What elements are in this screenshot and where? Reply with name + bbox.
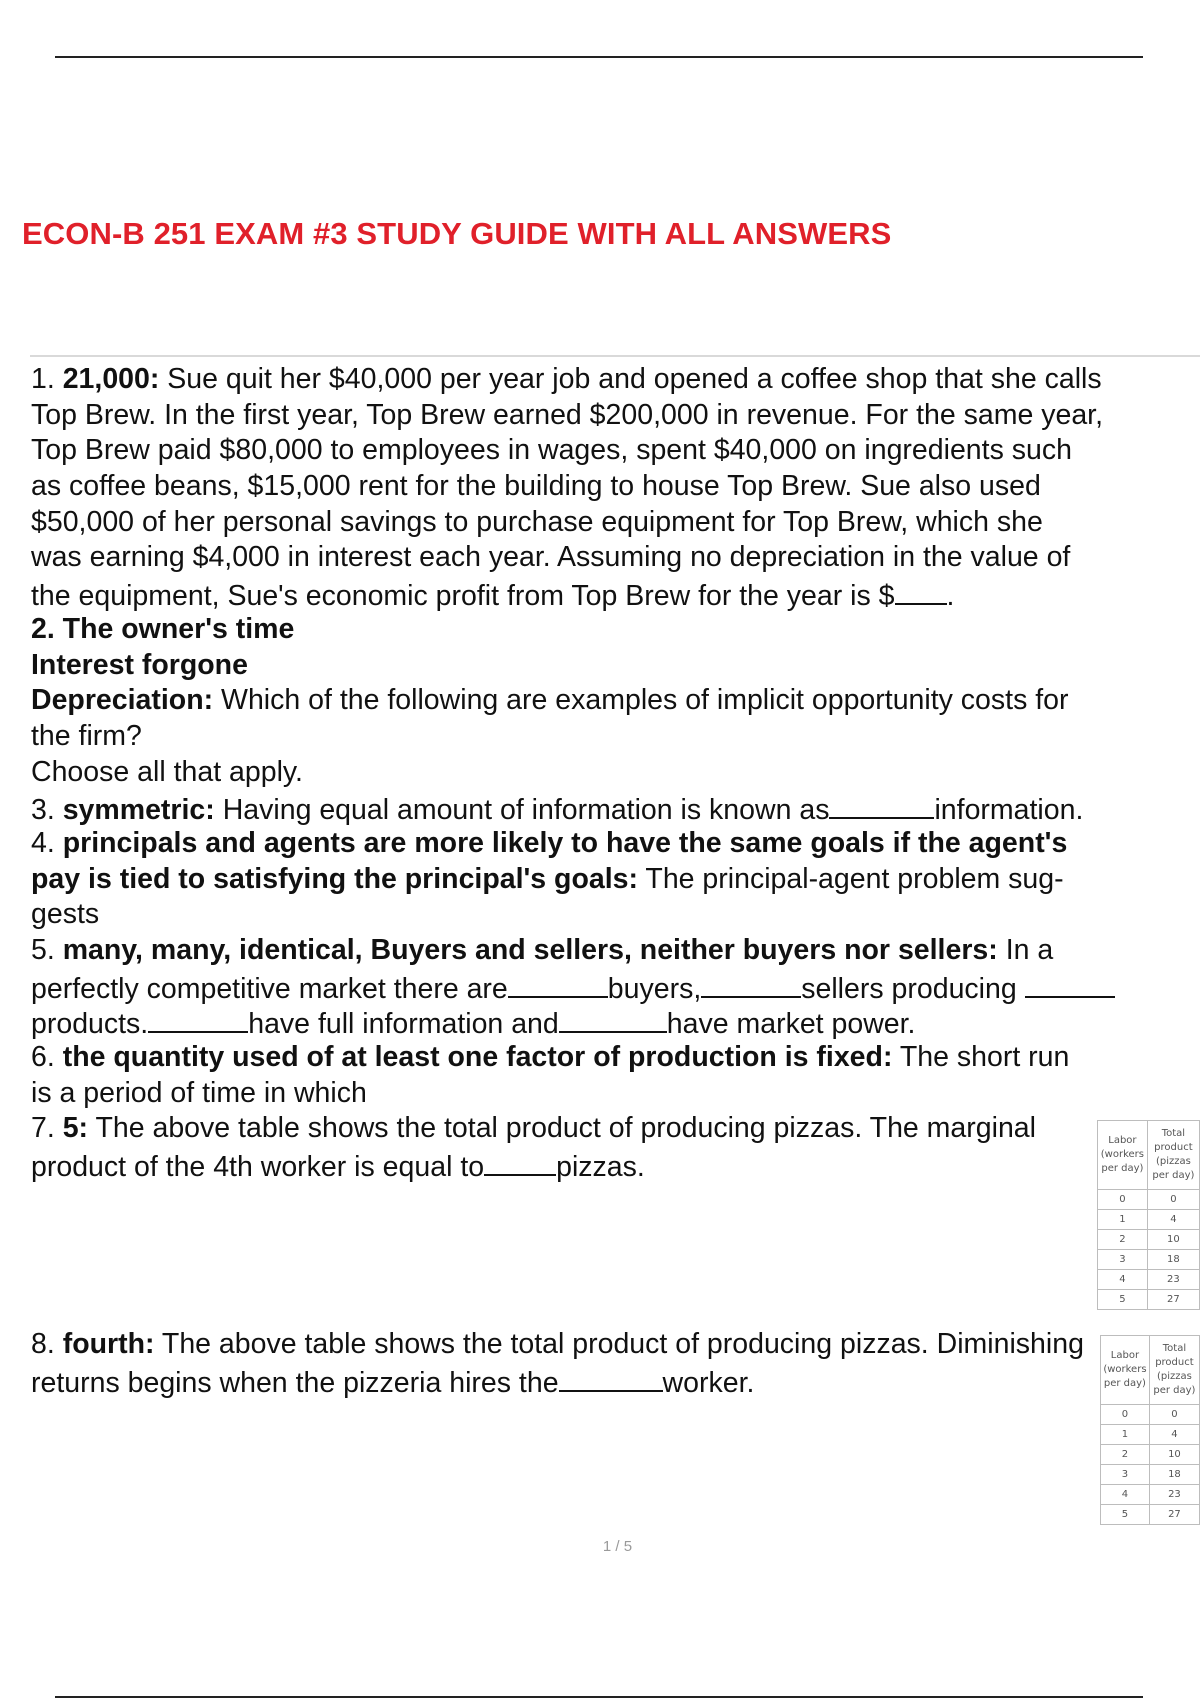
header-text: product: [1154, 1142, 1193, 1153]
answer: the quantity used of at least one factor of production is fixed:: [62, 1041, 893, 1074]
question-2: [31, 612, 1200, 790]
pizza-production-table: [1100, 1335, 1200, 1525]
question-text: have full information and: [248, 1008, 559, 1041]
question-text: The short run: [899, 1041, 1070, 1074]
table-cell: 2: [1098, 1230, 1148, 1250]
question-3: [31, 790, 1200, 826]
header-text: (pizzas: [1155, 1156, 1191, 1167]
question-text: was earning $4,000 in interest each year. Assuming no depreciation in the value of: [31, 541, 1071, 574]
table-cell: 4: [1101, 1485, 1150, 1505]
table-cell: 18: [1149, 1465, 1199, 1485]
question-text: Which of the following are examples of implicit opportunity costs for: [221, 684, 1069, 717]
question-text: Top Brew. In the first year, Top Brew earned $200,000 in revenue. For the same year,: [31, 398, 1104, 431]
page-number: 1 / 5: [602, 1538, 633, 1555]
question-text: buyers,: [607, 972, 702, 1005]
question-number: 7.: [31, 1112, 55, 1145]
question-text: information.: [934, 794, 1084, 827]
table-cell: 27: [1147, 1290, 1199, 1310]
answer-blank: [1025, 969, 1115, 998]
title-separator: [30, 355, 1200, 357]
question-number: 8.: [31, 1327, 55, 1360]
answer: many, many, identical, Buyers and sellers, neither buyers nor sellers:: [62, 934, 998, 966]
question-text: The above table shows the total product of producing pizzas. The marginal: [95, 1112, 1036, 1145]
question-6: [31, 1040, 1200, 1111]
question-number: 4.: [31, 826, 55, 859]
answer: fourth:: [62, 1327, 155, 1360]
table-cell: 4: [1147, 1210, 1199, 1230]
answer-blank: [895, 576, 947, 605]
question-text: Sue quit her $40,000 per year job and opened a coffee shop that she calls: [167, 363, 1102, 395]
question-number: 3.: [31, 794, 55, 827]
answer-blank: [701, 969, 801, 998]
document-title: ECON-B 251 EXAM #3 STUDY GUIDE WITH ALL ANSWERS: [22, 216, 892, 251]
header-text: (workers: [1103, 1364, 1147, 1375]
table-row: [1098, 1270, 1200, 1290]
table-row: [1101, 1485, 1200, 1505]
header-text: Total: [1161, 1128, 1186, 1139]
question-5: [31, 933, 1200, 1040]
header-text: (workers: [1100, 1149, 1144, 1160]
table-cell: 4: [1098, 1270, 1148, 1290]
header-text: per day): [1103, 1378, 1146, 1389]
table-cell: 5: [1101, 1505, 1150, 1525]
answer: 2. The owner's time: [31, 612, 295, 645]
table-cell: 27: [1149, 1505, 1199, 1525]
question-number: 1.: [31, 363, 55, 395]
table-row: [1098, 1290, 1200, 1310]
header-text: (pizzas: [1156, 1371, 1192, 1382]
question-4: [31, 826, 1200, 933]
question-1: [31, 362, 1200, 612]
answer-blank: [559, 1363, 663, 1392]
table-row: [1101, 1465, 1200, 1485]
table-cell: 10: [1147, 1230, 1199, 1250]
answer: Interest forgone: [31, 648, 248, 681]
table-header-total-product: [1147, 1121, 1199, 1190]
table-row: [1101, 1505, 1200, 1525]
header-rule: [55, 56, 1143, 58]
question-text: returns begins when the pizzeria hires the: [31, 1366, 559, 1399]
answer: symmetric:: [62, 794, 215, 827]
question-text: sellers producing: [801, 972, 1017, 1005]
pizza-production-table: [1097, 1120, 1200, 1310]
question-text: Top Brew paid $80,000 to employees in wages, spent $40,000 on ingredients such: [31, 434, 1072, 467]
question-text: have market power.: [666, 1008, 916, 1041]
question-number: 5.: [31, 934, 55, 966]
question-number: 6.: [31, 1041, 55, 1074]
question-text: the equipment, Sue's economic profit from Top Brew for the year is $: [31, 580, 895, 613]
table-cell: 23: [1147, 1270, 1199, 1290]
table-header-total-product: [1149, 1336, 1199, 1405]
question-text: Choose all that apply.: [31, 755, 303, 788]
table-cell: 0: [1147, 1190, 1199, 1210]
table-cell: 1: [1101, 1425, 1150, 1445]
answer: principals and agents are more likely to have the same goals if the agent's: [62, 826, 1068, 859]
table-cell: 5: [1098, 1290, 1148, 1310]
question-8: [31, 1327, 1200, 1398]
question-text: perfectly competitive market there are: [31, 972, 508, 1005]
table-row: [1098, 1250, 1200, 1270]
answer-blank: [148, 1004, 248, 1033]
question-text: worker.: [662, 1366, 755, 1399]
answer-blank: [484, 1147, 556, 1176]
question-text: is a period of time in which: [31, 1076, 367, 1109]
table-cell: 0: [1101, 1405, 1150, 1425]
table-row: [1101, 1425, 1200, 1445]
question-text: The principal-agent problem sug-: [645, 862, 1064, 895]
table-cell: 0: [1098, 1190, 1148, 1210]
table-cell: 1: [1098, 1210, 1148, 1230]
table-cell: 23: [1149, 1485, 1199, 1505]
table-row: [1101, 1405, 1200, 1425]
table-cell: 3: [1098, 1250, 1148, 1270]
question-7: [31, 1111, 1200, 1182]
header-text: per day): [1152, 1170, 1195, 1181]
header-text: Labor: [1108, 1135, 1137, 1146]
question-text: In a: [1005, 934, 1054, 966]
answer: pay is tied to satisfying the principal's goals:: [31, 862, 638, 895]
answer-blank: [829, 790, 934, 819]
question-text: pizzas.: [556, 1151, 645, 1184]
answer: 21,000:: [62, 363, 160, 395]
header-text: Total: [1162, 1343, 1187, 1354]
header-text: per day): [1153, 1385, 1196, 1396]
table-cell: 2: [1101, 1445, 1150, 1465]
table-cell: 4: [1149, 1425, 1199, 1445]
table-cell: 18: [1147, 1250, 1199, 1270]
table-cell: 0: [1149, 1405, 1199, 1425]
table-row: [1101, 1445, 1200, 1465]
answer: Depreciation:: [31, 684, 214, 717]
answer-blank: [508, 969, 608, 998]
table-cell: 10: [1149, 1445, 1199, 1465]
question-text: the firm?: [31, 719, 142, 752]
question-text: as coffee beans, $15,000 rent for the building to house Top Brew. Sue also used: [31, 470, 1041, 503]
header-text: Labor: [1110, 1350, 1140, 1361]
answer-blank: [559, 1004, 667, 1033]
header-text: product: [1155, 1357, 1194, 1368]
answer: 5:: [62, 1112, 89, 1145]
question-text: $50,000 of her personal savings to purchase equipment for Top Brew, which she: [31, 505, 1043, 538]
footer-rule: [55, 1696, 1143, 1698]
table-header-labor: [1098, 1121, 1148, 1190]
study-guide-body: [31, 362, 1200, 1602]
table-row: [1098, 1210, 1200, 1230]
question-text: Having equal amount of information is known as: [222, 794, 830, 827]
table-row: [1098, 1230, 1200, 1250]
table-header-labor: [1101, 1336, 1150, 1405]
question-text: The above table shows the total product of producing pizzas. Diminishing: [161, 1327, 1084, 1360]
table-cell: 3: [1101, 1465, 1150, 1485]
question-text: gests: [31, 898, 100, 931]
table-row: [1098, 1190, 1200, 1210]
question-text: product of the 4th worker is equal to: [31, 1151, 485, 1184]
header-text: per day): [1101, 1163, 1144, 1174]
question-text: products.: [31, 1008, 149, 1041]
question-text: .: [946, 580, 955, 613]
table-spacer: [31, 1183, 1200, 1327]
